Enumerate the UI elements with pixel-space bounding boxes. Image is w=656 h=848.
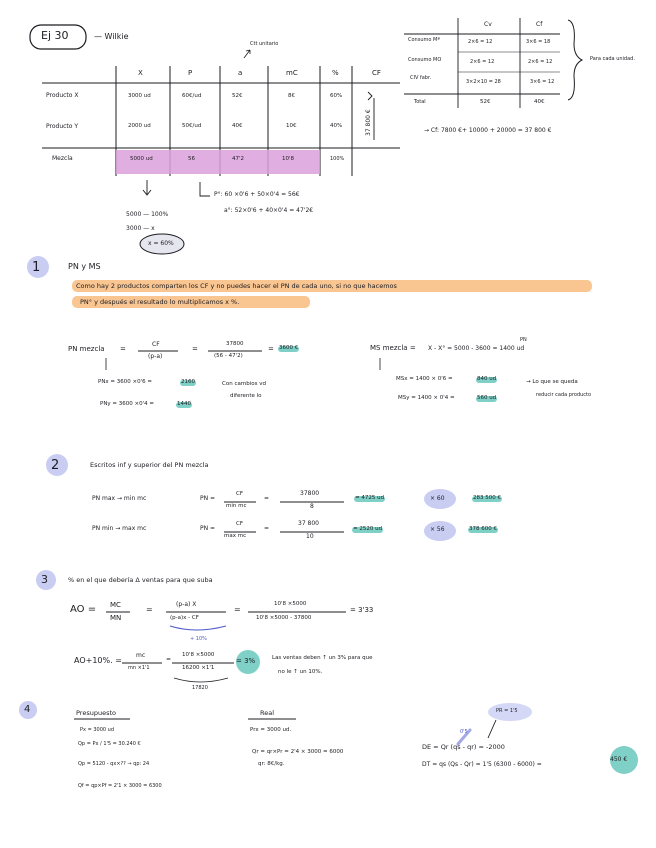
col-header: mC [286,69,298,77]
table-cell: 50€/ud [182,123,202,129]
de-line: DE = Qr (qs - qr) = -2000 [422,743,505,751]
section-title: PN y MS [68,262,101,271]
cf-value: 37 800 € [365,109,372,136]
ao10-label: AO+10%. = [74,656,122,665]
side-note: Para cada unidad. [590,56,635,62]
section-number: 3 [41,573,48,586]
presup-line: Qp = Px / 1'5 = 30.240 € [78,741,141,747]
exercise-title: — Wilkie [94,32,129,41]
pn-label: PN = [200,495,216,502]
frac-num: MC [110,601,121,609]
frac-num: CF [152,341,160,348]
frac-num: 37800 [300,490,320,497]
pny-val: 1440 [177,401,191,407]
frac-num: mc [136,652,146,659]
ao10-note: Las ventas deben ↑ un 3% para que [272,655,373,661]
col-header: a [238,69,243,77]
dt-val: 450 € [610,756,628,763]
eq-sign: = [268,345,274,353]
frac-num: (p-a) X [176,601,197,608]
frac-den: (p-a) [148,353,163,360]
table-cell: 40% [330,123,343,129]
table-cell: 10€ [286,123,297,129]
table-cell: 2000 ud [128,123,151,129]
pn-note: diferente lo [230,393,262,399]
table-cell: 3×2×10 = 28 [466,79,501,85]
eq-sign: = [264,495,270,502]
table-cell: 3×6 = 18 [526,39,551,45]
table-cell: 47'2 [232,156,245,162]
pn-label: PN mezcla [68,345,105,353]
frac-num: 10'8 ×5000 [182,652,215,658]
rule-result: x = 60% [148,240,174,247]
ao-label: AO = [70,604,97,615]
eq-sign: = [234,605,241,614]
ao-note: + 10% [190,636,207,642]
col-header: P [188,69,193,77]
rule-line: 3000 — x [126,225,155,232]
pn-result: = 2520 ud [353,526,383,532]
frac-den: (56 - 47'2) [214,353,243,359]
row-label: Consumo Mª [408,37,440,43]
real-line: qr: 8€/kg. [258,761,285,767]
section-number: 1 [32,260,41,275]
pn-result: = 4725 ud [355,495,385,501]
row-label: Producto X [46,92,79,99]
section-text: PN° y después el resultado lo multiplicamos x %. [80,298,240,306]
real-line: Prx = 3000 ud. [250,727,292,733]
real-line: Qr = qr×Pr = 2'4 × 3000 = 6000 [252,749,344,755]
de-small: 0'5 [460,729,468,735]
table-cell: 40€ [232,123,243,129]
table-cell: 3×6 = 12 [530,79,555,85]
frac-den: max mc [224,533,247,539]
pn-final: 378 600 € [469,526,497,532]
frac-den: 16200 ×1'1 [182,665,215,671]
table-cell: 5000 ud [130,156,153,162]
row-label: PN max → min mc [92,495,147,502]
eq-sign: = [120,345,126,353]
row-label: Mezcla [52,155,73,162]
table-cell: 60€/ud [182,93,202,99]
frac-num: 37 800 [298,520,319,527]
cf-line: → Cf: 7800 €+ 10000 + 20000 = 37 800 € [424,127,552,134]
row-label: PN min → max mc [92,525,147,532]
dt-line: DT = qs (Qs - Qr) = 1'5 (6300 - 6000) = [422,761,542,768]
table-cell: 2×6 = 12 [470,59,495,65]
msy-line: MSy = 1400 × 0'4 = [398,395,455,401]
table-cell: 100% [330,156,345,162]
frac-sub: 17820 [192,685,208,691]
presup-line: Qf = qp×Pf = 2'1 × 3000 = 6300 [78,783,162,789]
frac-den: min mc [226,503,247,509]
ao10-note: no le ↑ un 10%. [278,669,323,675]
frac-num: 37800 [226,341,244,347]
msx-val: 840 ud [477,376,497,382]
frac-num: CF [236,521,244,527]
col-header: X [138,69,143,77]
col-header: CF [372,69,381,77]
presup-title: Presupuesto [76,709,116,717]
de-note: PR = 1'5 [496,708,518,714]
col-header: Cv [484,21,492,28]
ms-label: MS mezcla = [370,344,416,352]
pny-line: PNy = 3600 ×0'4 = [100,401,155,407]
multiplier: × 56 [430,526,445,533]
eq-sign: = [192,345,198,353]
ao-result: = 3'33 [350,606,374,614]
frac-den: 8 [310,503,314,510]
section-text: Como hay 2 productos comparten los CF y no puedes hacer el PN de cada uno, si no que hacemos [76,282,397,290]
table-cell: 52€ [232,93,243,99]
pn-label: PN = [200,525,216,532]
col-header: % [332,69,339,77]
table-cell: 40€ [534,99,545,105]
frac-num: 10'8 ×5000 [274,601,307,607]
table-cell: 8€ [288,93,295,99]
pnx-line: PNx = 3600 ×0'6 = [98,379,153,385]
frac-den: 10'8 ×5000 - 37800 [256,615,312,621]
ms-eq: X - X° = 5000 - 3600 = 1400 ud [428,345,525,352]
eq-sign: = [146,605,153,614]
pn-result: 3600 € [279,345,299,351]
arrow-note: Ctt unitario [250,41,279,47]
presup-line: Px = 3000 ud [80,727,114,733]
table-cell: 52€ [480,99,491,105]
section-number: 2 [51,458,60,473]
row-label: Total [414,99,426,105]
table-cell: 56 [188,156,195,162]
row-label: CIV fabr. [410,75,432,81]
pnx-val: 2160 [181,379,195,385]
msy-val: 560 ud [477,395,497,401]
eq-sign: = [264,525,270,532]
section-title: Escritos inf y superior del PN mezcla [90,461,209,469]
section-title: % en el que debería Δ ventas para que suba [68,576,213,584]
real-title: Real [260,709,275,717]
multiplier: × 60 [430,495,445,502]
ao10-result: = 3% [236,657,256,665]
frac-num: CF [236,491,244,497]
p-line: P°: 60 ×0'6 + 50×0'4 = 56€ [214,191,300,198]
pn-note: Con cambios vd [222,381,266,387]
row-label: Producto Y [46,123,79,130]
frac-den: (p-a)x - CF [170,615,199,621]
exercise-label: Ej 30 [41,29,69,42]
pn-final: 283 500 € [473,495,501,501]
frac-den: mn ×1'1 [128,665,150,671]
section-number: 4 [24,704,31,715]
a-line: a°: 52×0'6 + 40×0'4 = 47'2€ [224,207,314,214]
table-cell: 2×6 = 12 [528,59,553,65]
row-label: Consumo MO [408,57,442,63]
table-cell: 2×6 = 12 [468,39,493,45]
eq-sign: = [166,656,172,663]
ms-sup: PN [520,337,527,343]
frac-den: MN [110,614,122,622]
frac-den: 10 [306,533,314,540]
ms-note: → Lo que se queda [526,379,578,385]
rule-line: 5000 — 100% [126,211,169,218]
msx-line: MSx = 1400 × 0'6 = [396,376,453,382]
presup-line: Qp = 5120 - qx×?? → qp: 24 [78,761,150,767]
table-cell: 3000 ud [128,93,151,99]
table-cell: 60% [330,93,343,99]
col-header: Cf [536,21,543,28]
ms-note: reducir cada producto [536,392,592,398]
table-cell: 10'8 [282,156,295,162]
